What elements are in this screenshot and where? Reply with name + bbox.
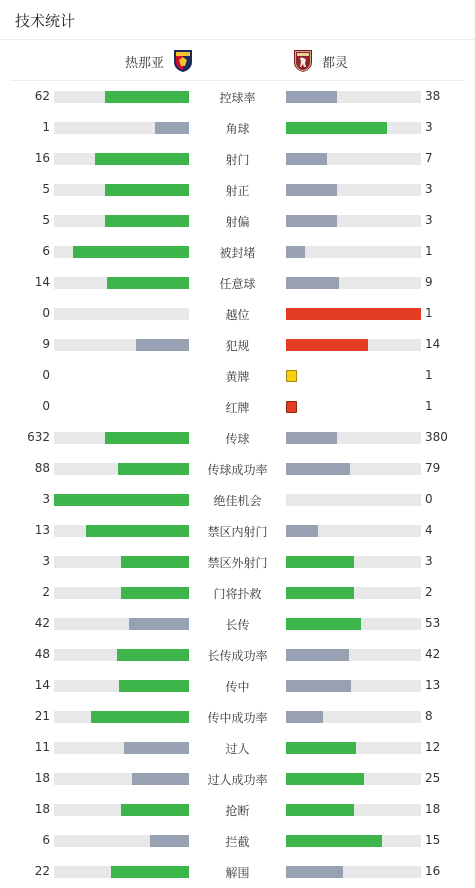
home-bar-fill	[117, 649, 189, 661]
stat-row	[0, 112, 475, 143]
away-value: 1	[425, 244, 433, 258]
away-value: 15	[425, 833, 441, 847]
stat-label: 传中成功率	[207, 711, 268, 725]
home-team-name: 热那亚	[125, 55, 165, 71]
home-value: 5	[42, 182, 50, 196]
away-bar-fill	[286, 618, 361, 630]
away-value: 380	[425, 430, 448, 444]
home-bar-track	[54, 804, 189, 816]
home-bar-track	[54, 308, 189, 320]
stat-row	[0, 81, 475, 112]
away-bar-fill	[286, 215, 337, 227]
home-value: 2	[42, 585, 50, 599]
away-bar-track	[286, 91, 421, 103]
stat-label: 过人成功率	[207, 773, 268, 787]
away-bar-fill	[286, 525, 318, 537]
away-bar-track	[286, 339, 421, 351]
stat-label: 红牌	[225, 401, 250, 415]
away-value: 25	[425, 771, 441, 785]
stat-label: 越位	[225, 308, 250, 322]
stat-row	[0, 360, 475, 391]
away-bar-fill	[286, 587, 354, 599]
stat-row	[0, 267, 475, 298]
stat-row	[0, 639, 475, 670]
stat-row	[0, 577, 475, 608]
home-bar-fill	[119, 680, 189, 692]
home-value: 0	[42, 368, 50, 382]
away-bar-fill	[286, 246, 305, 258]
away-bar-fill	[286, 649, 349, 661]
home-bar-track	[54, 401, 189, 413]
away-value: 3	[425, 120, 433, 134]
stat-row	[0, 453, 475, 484]
away-value: 8	[425, 709, 433, 723]
away-value: 18	[425, 802, 441, 816]
away-value: 38	[425, 89, 441, 103]
away-value: 79	[425, 461, 441, 475]
stat-label: 禁区内射门	[207, 525, 268, 539]
stat-label: 射正	[225, 184, 250, 198]
home-value: 18	[34, 771, 50, 785]
stat-row	[0, 794, 475, 825]
home-value: 3	[42, 492, 50, 506]
stats-list	[0, 81, 475, 887]
away-team[interactable]	[292, 49, 348, 73]
stat-label: 门将扑救	[213, 587, 262, 601]
stat-row	[0, 546, 475, 577]
home-value: 11	[34, 740, 50, 754]
stat-label: 拦截	[225, 835, 250, 849]
away-bar-track	[286, 866, 421, 878]
home-bar-track	[54, 277, 189, 289]
away-value: 1	[425, 368, 433, 382]
stat-row	[0, 515, 475, 546]
home-value: 6	[42, 244, 50, 258]
home-bar-track	[54, 91, 189, 103]
away-bar-fill	[286, 184, 337, 196]
home-bar-track	[54, 246, 189, 258]
home-value: 14	[34, 678, 50, 692]
away-bar-fill	[286, 711, 323, 723]
away-bar-track	[286, 246, 421, 258]
home-bar-track	[54, 649, 189, 661]
stat-row	[0, 391, 475, 422]
home-value: 0	[42, 399, 50, 413]
stat-row	[0, 174, 475, 205]
home-bar-fill	[95, 153, 189, 165]
stat-label: 传球成功率	[207, 463, 268, 477]
stat-label: 控球率	[219, 91, 256, 105]
stat-row	[0, 763, 475, 794]
away-bar-track	[286, 742, 421, 754]
home-bar-fill	[121, 804, 189, 816]
home-bar-track	[54, 742, 189, 754]
stat-label: 射门	[225, 153, 250, 167]
home-bar-fill	[118, 463, 189, 475]
away-value: 0	[425, 492, 433, 506]
away-bar-track	[286, 432, 421, 444]
away-bar-track	[286, 556, 421, 568]
stat-label: 禁区外射门	[207, 556, 268, 570]
home-bar-track	[54, 711, 189, 723]
home-value: 9	[42, 337, 50, 351]
home-value: 88	[34, 461, 50, 475]
page-title: 技术统计	[15, 12, 76, 30]
stat-label: 长传成功率	[207, 649, 268, 663]
home-bar-fill	[105, 184, 189, 196]
away-bar-fill	[286, 835, 382, 847]
home-value: 1	[42, 120, 50, 134]
away-value: 42	[425, 647, 441, 661]
stat-row	[0, 608, 475, 639]
home-bar-track	[54, 835, 189, 847]
home-value: 13	[34, 523, 50, 537]
away-bar-fill	[286, 680, 351, 692]
away-value: 7	[425, 151, 433, 165]
home-bar-fill	[129, 618, 189, 630]
away-bar-fill	[286, 866, 343, 878]
stat-row	[0, 670, 475, 701]
away-bar-fill	[286, 277, 339, 289]
stat-label: 过人	[225, 742, 250, 756]
home-bar-track	[54, 432, 189, 444]
away-value: 12	[425, 740, 441, 754]
stat-row	[0, 484, 475, 515]
stat-row	[0, 422, 475, 453]
home-bar-fill	[155, 122, 189, 134]
home-bar-fill	[54, 494, 189, 506]
home-value: 18	[34, 802, 50, 816]
stat-label: 长传	[225, 618, 250, 632]
home-value: 0	[42, 306, 50, 320]
away-bar-track	[286, 835, 421, 847]
home-bar-track	[54, 866, 189, 878]
home-bar-track	[54, 463, 189, 475]
home-bar-fill	[111, 866, 189, 878]
home-bar-fill	[132, 773, 189, 785]
home-value: 3	[42, 554, 50, 568]
home-value: 14	[34, 275, 50, 289]
home-value: 21	[34, 709, 50, 723]
away-value: 53	[425, 616, 441, 630]
away-bar-track	[286, 587, 421, 599]
teams-row	[10, 41, 465, 81]
stat-row	[0, 236, 475, 267]
home-bar-fill	[73, 246, 189, 258]
away-bar-track	[286, 215, 421, 227]
stat-label: 被封堵	[219, 246, 256, 260]
away-bar-track	[286, 773, 421, 785]
stat-label: 抢断	[225, 804, 250, 818]
stat-row	[0, 329, 475, 360]
away-bar-fill	[286, 742, 356, 754]
home-bar-fill	[105, 215, 189, 227]
away-bar-track	[286, 711, 421, 723]
home-bar-fill	[91, 711, 189, 723]
away-bar-track	[286, 308, 421, 320]
home-bar-track	[54, 525, 189, 537]
away-bar-track	[286, 649, 421, 661]
home-team[interactable]	[125, 49, 194, 73]
stat-label: 传中	[225, 680, 250, 694]
away-bar-track	[286, 618, 421, 630]
stat-row	[0, 701, 475, 732]
away-bar-fill	[286, 556, 354, 568]
home-bar-fill	[105, 432, 189, 444]
home-value: 5	[42, 213, 50, 227]
stat-row	[0, 825, 475, 856]
home-value: 6	[42, 833, 50, 847]
home-bar-track	[54, 556, 189, 568]
stat-row	[0, 205, 475, 236]
home-bar-fill	[136, 339, 189, 351]
away-value: 16	[425, 864, 441, 878]
home-bar-track	[54, 215, 189, 227]
stat-label: 任意球	[219, 277, 256, 291]
away-value: 3	[425, 213, 433, 227]
away-value: 13	[425, 678, 441, 692]
red-card-icon	[286, 401, 297, 413]
genoa-crest-icon	[172, 49, 194, 73]
away-bar-fill	[286, 773, 364, 785]
away-value: 1	[425, 399, 433, 413]
away-value: 3	[425, 182, 433, 196]
away-team-name: 都灵	[322, 55, 349, 71]
home-bar-track	[54, 618, 189, 630]
away-value: 2	[425, 585, 433, 599]
home-value: 22	[34, 864, 50, 878]
away-bar-track	[286, 401, 421, 413]
home-value: 42	[34, 616, 50, 630]
stat-label: 射偏	[225, 215, 250, 229]
home-bar-track	[54, 339, 189, 351]
home-bar-fill	[107, 277, 189, 289]
away-bar-fill	[286, 339, 368, 351]
home-bar-track	[54, 773, 189, 785]
home-bar-fill	[121, 587, 189, 599]
away-bar-track	[286, 184, 421, 196]
away-bar-track	[286, 153, 421, 165]
stat-row	[0, 856, 475, 887]
away-value: 1	[425, 306, 433, 320]
away-bar-fill	[286, 463, 350, 475]
home-value: 62	[34, 89, 50, 103]
away-value: 4	[425, 523, 433, 537]
away-bar-track	[286, 525, 421, 537]
home-bar-track	[54, 184, 189, 196]
home-bar-track	[54, 680, 189, 692]
away-bar-track	[286, 804, 421, 816]
away-bar-track	[286, 463, 421, 475]
home-bar-track	[54, 122, 189, 134]
home-bar-track	[54, 153, 189, 165]
stat-label: 犯规	[225, 339, 250, 353]
stat-row	[0, 143, 475, 174]
home-value: 48	[34, 647, 50, 661]
stats-header	[0, 0, 475, 40]
home-bar-fill	[124, 742, 189, 754]
home-value: 16	[34, 151, 50, 165]
home-bar-fill	[150, 835, 189, 847]
home-bar-fill	[121, 556, 189, 568]
stat-label: 传球	[225, 432, 250, 446]
home-bar-track	[54, 494, 189, 506]
away-bar-fill	[286, 432, 337, 444]
home-bar-track	[54, 587, 189, 599]
stat-label: 角球	[225, 122, 250, 136]
yellow-card-icon	[286, 370, 297, 382]
home-bar-fill	[86, 525, 189, 537]
away-bar-fill	[286, 91, 337, 103]
away-bar-track	[286, 277, 421, 289]
away-bar-fill	[286, 122, 387, 134]
away-bar-track	[286, 370, 421, 382]
away-bar-track	[286, 122, 421, 134]
home-bar-fill	[105, 91, 189, 103]
home-bar-track	[54, 370, 189, 382]
home-value: 632	[27, 430, 50, 444]
torino-crest-icon	[292, 49, 314, 73]
stat-label: 解围	[225, 866, 250, 880]
away-bar-track	[286, 680, 421, 692]
away-value: 9	[425, 275, 433, 289]
away-bar-fill	[286, 308, 421, 320]
away-value: 14	[425, 337, 441, 351]
stat-row	[0, 732, 475, 763]
away-bar-track	[286, 494, 421, 506]
stat-row	[0, 298, 475, 329]
away-bar-fill	[286, 153, 327, 165]
away-value: 3	[425, 554, 433, 568]
away-bar-fill	[286, 804, 354, 816]
stat-label: 绝佳机会	[213, 494, 262, 508]
stat-label: 黄牌	[225, 370, 250, 384]
